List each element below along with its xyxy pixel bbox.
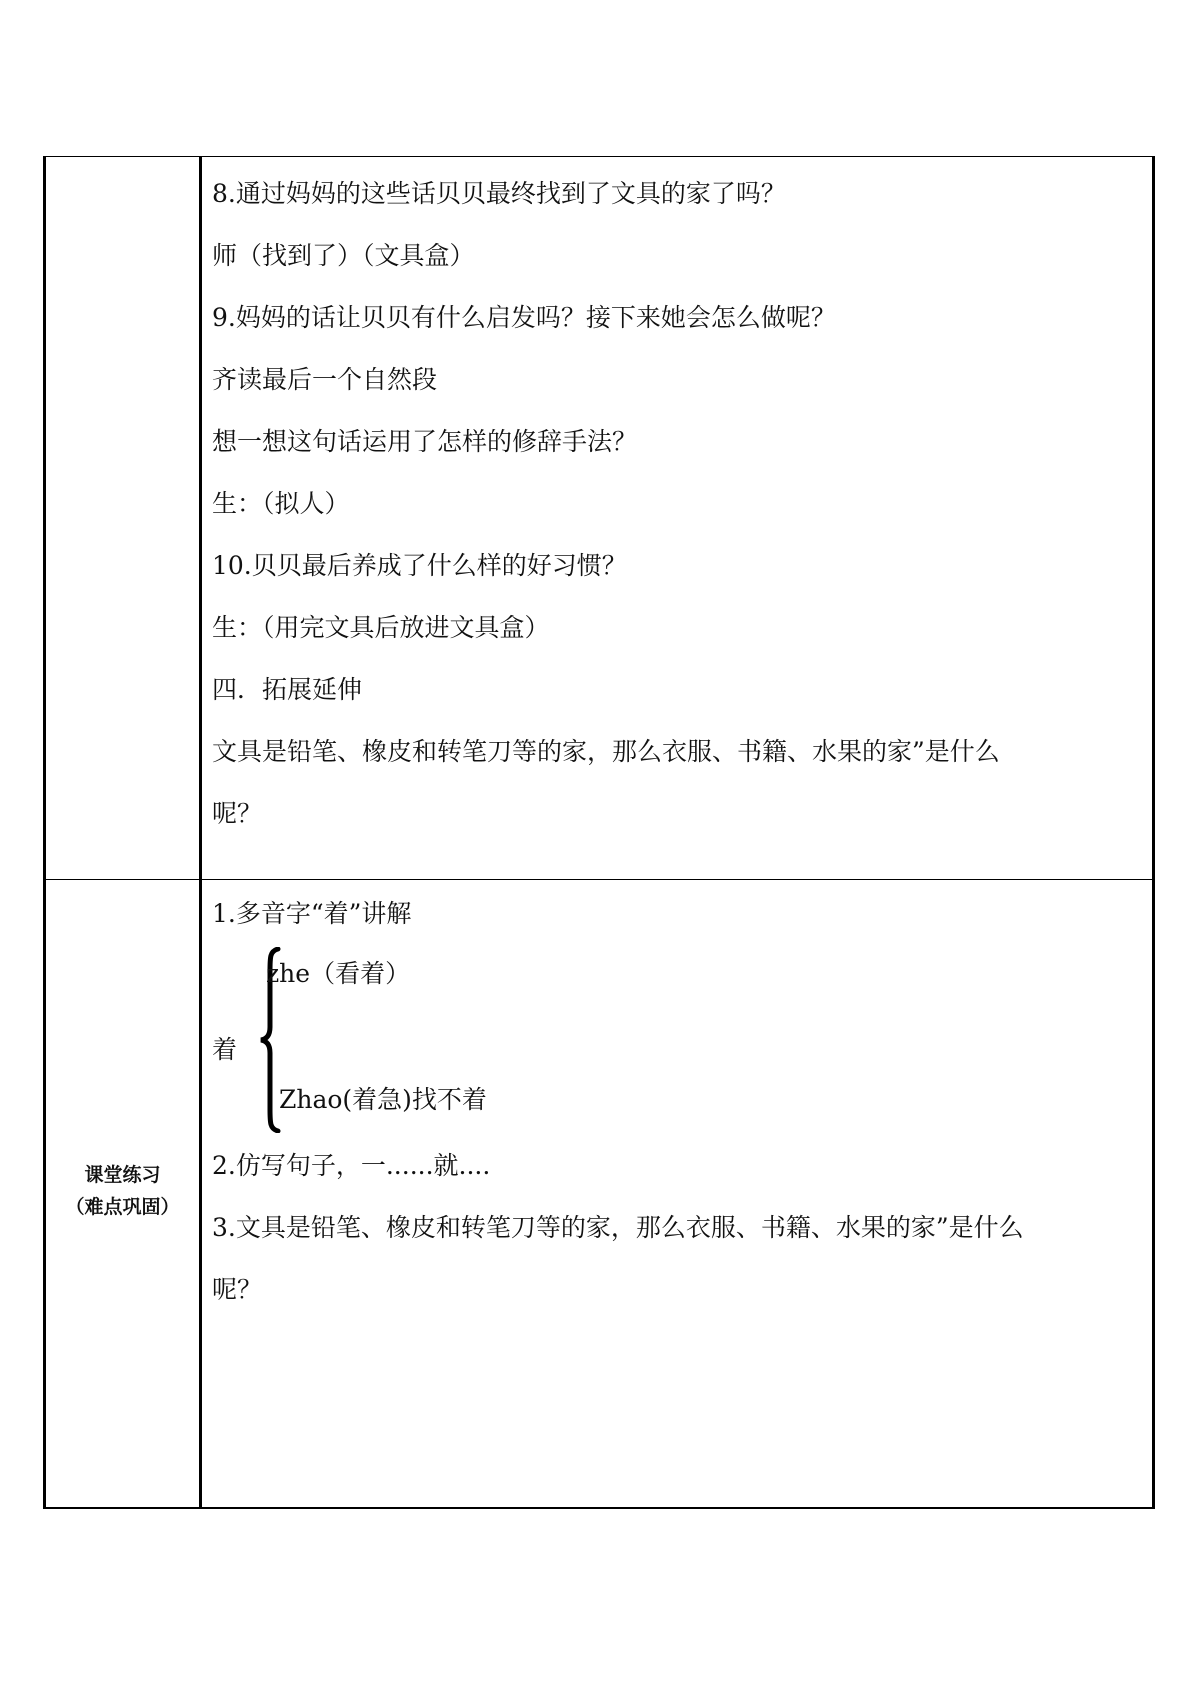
text-line: 8.通过妈妈的这些话贝贝最终找到了文具的家了吗？ xyxy=(212,179,786,208)
text-line: 10.贝贝最后养成了什么样的好习惯？ xyxy=(212,551,627,580)
practice-item-1: 1.多音字“着”讲解 xyxy=(212,899,412,928)
text-line: 生：（用完文具后放进文具盒） xyxy=(212,613,550,642)
practice-item-3: 3.文具是铅笔、橡皮和转笔刀等的家，那么衣服、书籍、水果的家”是什么 xyxy=(212,1213,1024,1242)
text-line: 师（找到了）（文具盒） xyxy=(212,241,475,270)
teaching-process-cell xyxy=(212,163,1144,845)
column-divider xyxy=(199,157,202,1507)
row-label-classroom-practice xyxy=(46,1159,199,1223)
text-line: 想一想这句话运用了怎样的修辞手法？ xyxy=(212,427,638,456)
text-line: 齐读最后一个自然段 xyxy=(212,365,438,394)
text-line: 生：（拟人） xyxy=(212,489,350,518)
text-line: 9.妈妈的话让贝贝有什么启发吗？接下来她会怎么做呢？ xyxy=(212,303,836,332)
practice-item-2: 2.仿写句子，一......就.... xyxy=(212,1151,491,1180)
brace-bottom-reading: Zhao(着急)找不着 xyxy=(279,1085,487,1114)
practice-item-3-cont: 呢？ xyxy=(212,1275,263,1304)
row-label-line1: 课堂练习 xyxy=(84,1164,161,1186)
polyphonic-brace-diagram xyxy=(212,945,1144,1135)
text-line: 文具是铅笔、橡皮和转笔刀等的家，那么衣服、书籍、水果的家”是什么 xyxy=(212,737,1000,766)
row-label-line2: （难点巩固） xyxy=(65,1196,180,1218)
row-divider xyxy=(46,879,1152,880)
brace-top-reading: zhe（看着） xyxy=(266,959,411,988)
brace-main-char: 着 xyxy=(212,1035,238,1064)
text-line: 呢？ xyxy=(212,799,263,828)
classroom-practice-cell xyxy=(212,883,1144,1321)
lesson-plan-table xyxy=(43,156,1155,1509)
section-heading: 四．拓展延伸 xyxy=(212,675,363,704)
